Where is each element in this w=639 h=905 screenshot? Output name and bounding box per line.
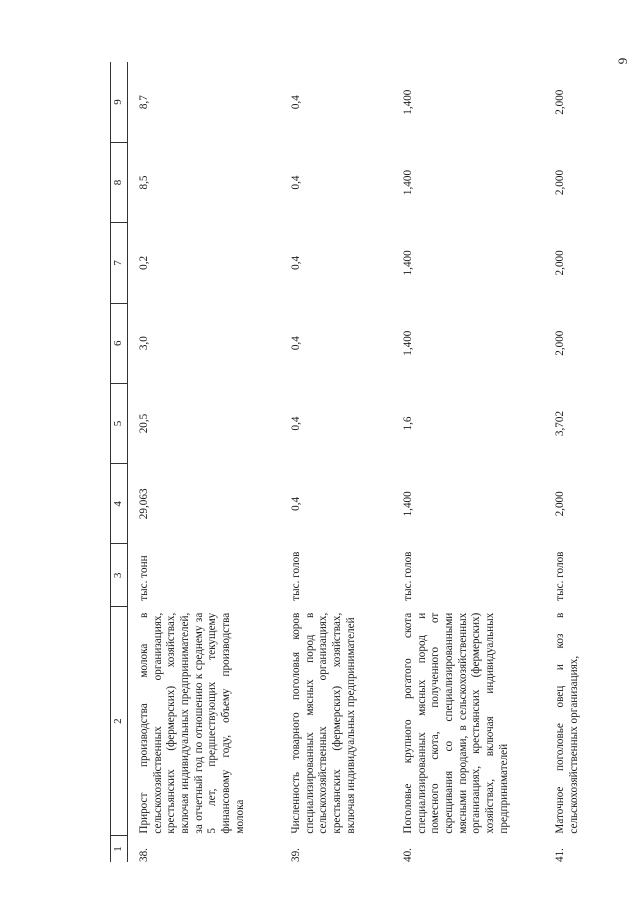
row-index: 40. [402, 848, 414, 862]
row-value: 1,400 [402, 169, 414, 196]
page-number: 9 [615, 57, 630, 65]
row-description: Маточное поголовье овец и коз в сельскохозяйственных организациях, [554, 612, 580, 834]
column-header: 6 [111, 303, 128, 383]
column-header: 8 [111, 142, 128, 222]
row-value: 2,000 [554, 491, 566, 517]
row-unit: тыс. голов [554, 551, 566, 601]
row-value: 2,000 [554, 330, 566, 356]
row-value: 0,4 [290, 95, 302, 110]
row-value: 2,000 [554, 169, 566, 196]
row-value: 1,6 [402, 416, 414, 431]
column-header: 2 [111, 607, 128, 836]
column-header: 1 [111, 836, 128, 862]
row-description: Численность товарного поголовья коров специализированных мясных пород в сельскохозяйственных организациях, крестьянских (фермерских) хозяйствах, включая индивидуальных предпринимателей [290, 612, 357, 834]
table-row [128, 62, 281, 862]
column-header: 3 [111, 544, 128, 607]
row-value: 1,400 [402, 250, 414, 276]
row-value: 0,4 [290, 496, 302, 511]
row-value: 1,400 [402, 330, 414, 356]
row-index: 39. [290, 848, 302, 862]
row-value: 1,400 [402, 89, 414, 115]
row-value: 8,5 [138, 175, 150, 190]
table-row [544, 62, 600, 862]
row-unit: тыс. тонн [138, 555, 150, 601]
row-value: 0,4 [290, 336, 302, 351]
row-description: Прирост производства молока в сельскохозяйственных организациях, крестьянских (фермерских) хозяйствах, включая индивидуальных предпринимателей, за отчетный год по отношению к среднему за 5 лет, предшествующих текущему финансовому году, объему производства молока [138, 612, 246, 834]
table-row [392, 62, 544, 862]
row-value: 2,000 [554, 89, 566, 115]
row-description: Поголовье крупного рогатого скота специализированных мясных пород и помесного скота, полученного от скрещивания со специализированными мясными породами, в сельскохозяйственных организациях, крестьянских (фермерских) хозяйствах, включая индивидуальных предпринимателей [402, 612, 510, 834]
row-value: 3,0 [138, 336, 150, 351]
row-value: 0,4 [290, 416, 302, 431]
row-value: 0,2 [138, 255, 150, 270]
row-index: 41. [554, 848, 566, 862]
column-number-row [111, 62, 128, 862]
row-unit: тыс. голов [402, 551, 414, 601]
row-value: 29,063 [138, 488, 150, 520]
row-value: 0,4 [290, 175, 302, 190]
column-header: 7 [111, 223, 128, 303]
column-header: 4 [111, 464, 128, 544]
column-header: 5 [111, 383, 128, 463]
row-value: 20,5 [138, 413, 150, 434]
row-value: 2,000 [554, 250, 566, 276]
rotated-table-container [110, 62, 580, 862]
row-value: 0,4 [290, 255, 302, 270]
column-header: 9 [111, 62, 128, 142]
row-index: 38. [138, 848, 150, 862]
indicators-table [110, 62, 600, 862]
row-value: 1,400 [402, 491, 414, 517]
row-value: 3,702 [554, 410, 566, 437]
row-value: 8,7 [138, 95, 150, 110]
row-unit: тыс. голов [290, 551, 302, 601]
table-row [280, 62, 392, 862]
